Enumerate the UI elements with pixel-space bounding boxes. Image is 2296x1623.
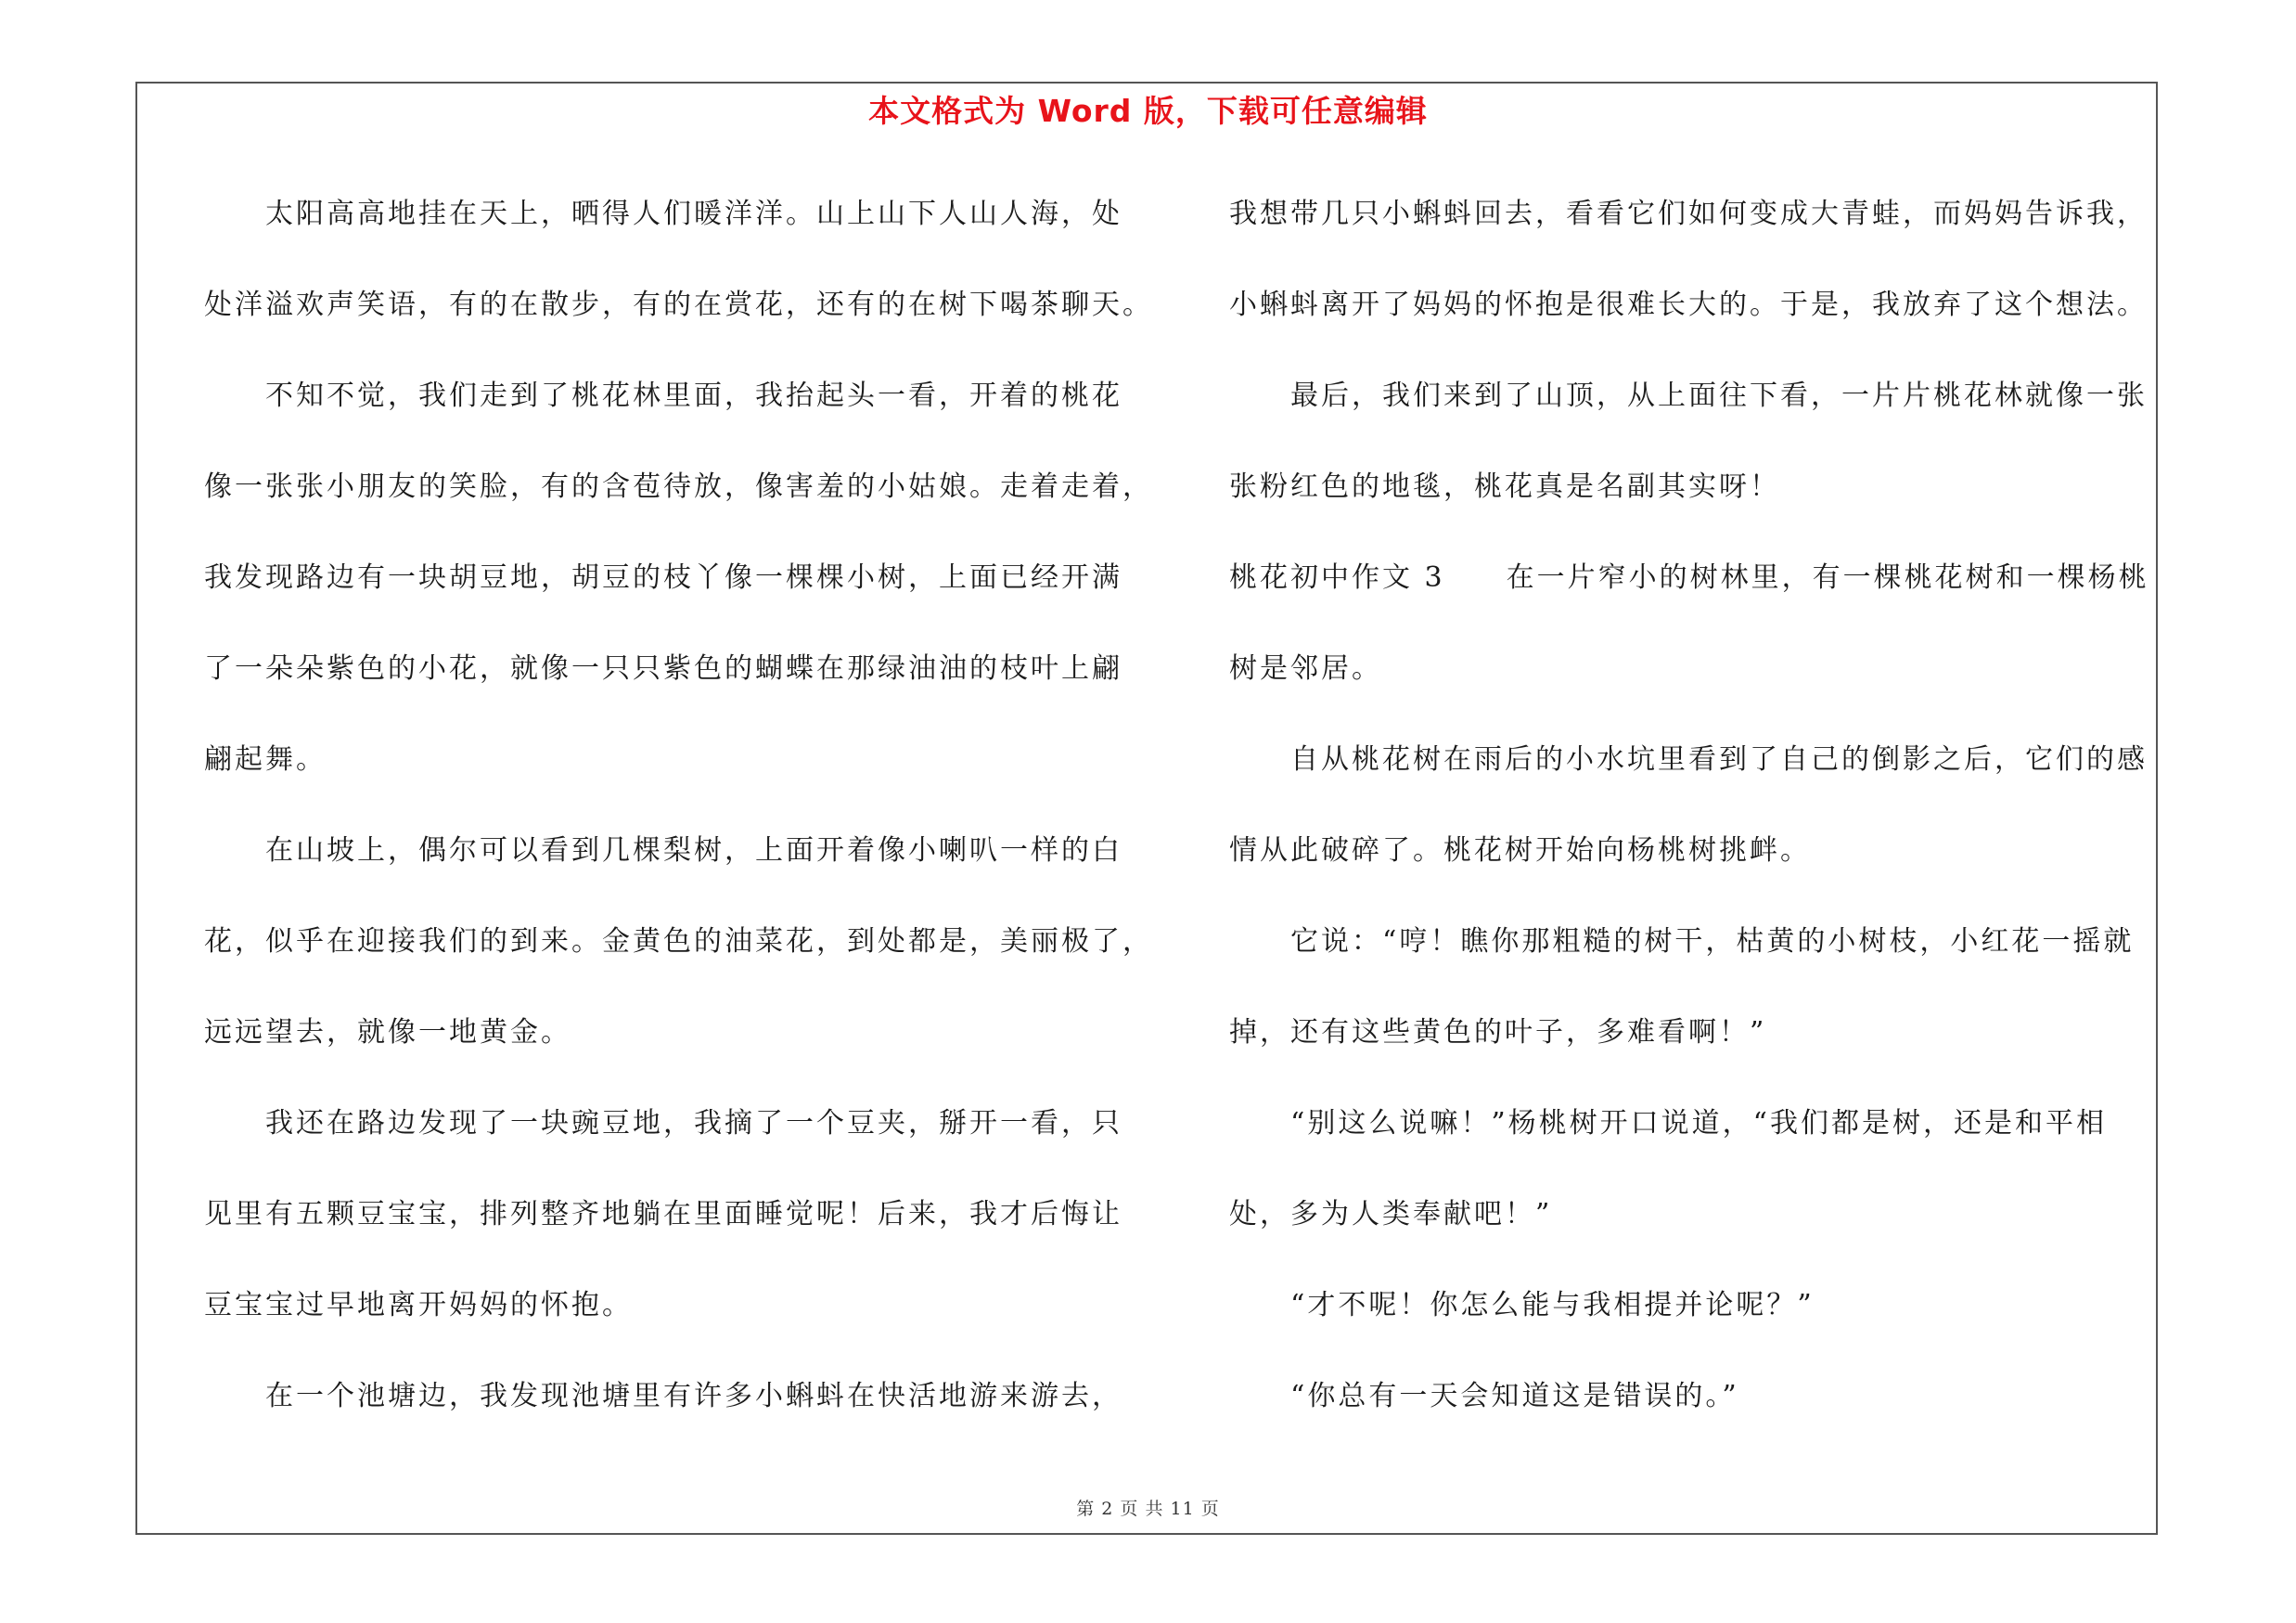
- text-line: 见里有五颗豆宝宝，排列整齐地躺在里面睡觉呢！后来，我才后悔让: [204, 1198, 1122, 1230]
- text-line: 花，似乎在迎接我们的到来。金黄色的油菜花，到处都是，美丽极了，: [204, 925, 1153, 958]
- text-line: 翩起舞。: [204, 743, 327, 776]
- text-line: 情从此破碎了。桃花树开始向杨桃树挑衅。: [1229, 834, 1811, 867]
- text-line: 豆宝宝过早地离开妈妈的怀抱。: [204, 1289, 633, 1321]
- text-line: 在山坡上，偶尔可以看到几棵梨树，上面开着像小喇叭一样的白: [204, 834, 1122, 867]
- left-column: [204, 182, 1153, 1455]
- text-line: 我发现路边有一块胡豆地，胡豆的枝丫像一棵棵小树，上面已经开满: [204, 561, 1122, 594]
- text-line: “别这么说嘛！”杨桃树开口说道，“我们都是树，还是和平相: [1229, 1107, 2108, 1140]
- text-line: 像一张张小朋友的笑脸，有的含苞待放，像害羞的小姑娘。走着走着，: [204, 470, 1153, 503]
- text-line: 我还在路边发现了一块豌豆地，我摘了一个豆夹，掰开一看，只: [204, 1107, 1122, 1140]
- page-number-footer: 第 2 页 共 11 页: [1076, 1499, 1220, 1519]
- text-line: 掉，还有这些黄色的叶子，多难看啊！”: [1229, 1016, 1767, 1049]
- text-line: 自从桃花树在雨后的小水坑里看到了自己的倒影之后，它们的感: [1229, 743, 2148, 776]
- text-line: 张粉红色的地毯，桃花真是名副其实呀！: [1229, 470, 1780, 503]
- text-line: “才不呢！你怎么能与我相提并论呢？”: [1229, 1289, 1815, 1321]
- text-line: 不知不觉，我们走到了桃花林里面，我抬起头一看，开着的桃花: [204, 380, 1122, 412]
- text-line: 处，多为人类奉献吧！”: [1229, 1198, 1553, 1230]
- word-format-banner: 本文格式为 Word 版，下载可任意编辑: [868, 93, 1428, 129]
- text-line: 我想带几只小蝌蚪回去，看看它们如何变成大青蛙，而妈妈告诉我，: [1229, 198, 2148, 230]
- text-line: 它说：“哼！瞧你那粗糙的树干，枯黄的小树枝，小红花一摇就: [1229, 925, 2135, 958]
- text-line: 最后，我们来到了山顶，从上面往下看，一片片桃花林就像一张: [1229, 380, 2148, 412]
- right-column: [1229, 182, 2161, 1455]
- text-line: 远远望去，就像一地黄金。: [204, 1016, 571, 1049]
- text-line: 桃花初中作文 3 在一片窄小的树林里，有一棵桃花树和一棵杨桃: [1229, 561, 2149, 594]
- text-line: “你总有一天会知道这是错误的。”: [1229, 1380, 1739, 1412]
- text-line: 了一朵朵紫色的小花，就像一只只紫色的蝴蝶在那绿油油的枝叶上翩: [204, 652, 1122, 685]
- text-line: 太阳高高地挂在天上，晒得人们暖洋洋。山上山下人山人海，处: [204, 198, 1122, 230]
- text-line: 在一个池塘边，我发现池塘里有许多小蝌蚪在快活地游来游去，: [204, 1380, 1122, 1412]
- text-line: 树是邻居。: [1229, 652, 1382, 685]
- text-line: 小蝌蚪离开了妈妈的怀抱是很难长大的。于是，我放弃了这个想法。: [1229, 289, 2148, 321]
- text-line: 处洋溢欢声笑语，有的在散步，有的在赏花，还有的在树下喝茶聊天。: [204, 289, 1153, 321]
